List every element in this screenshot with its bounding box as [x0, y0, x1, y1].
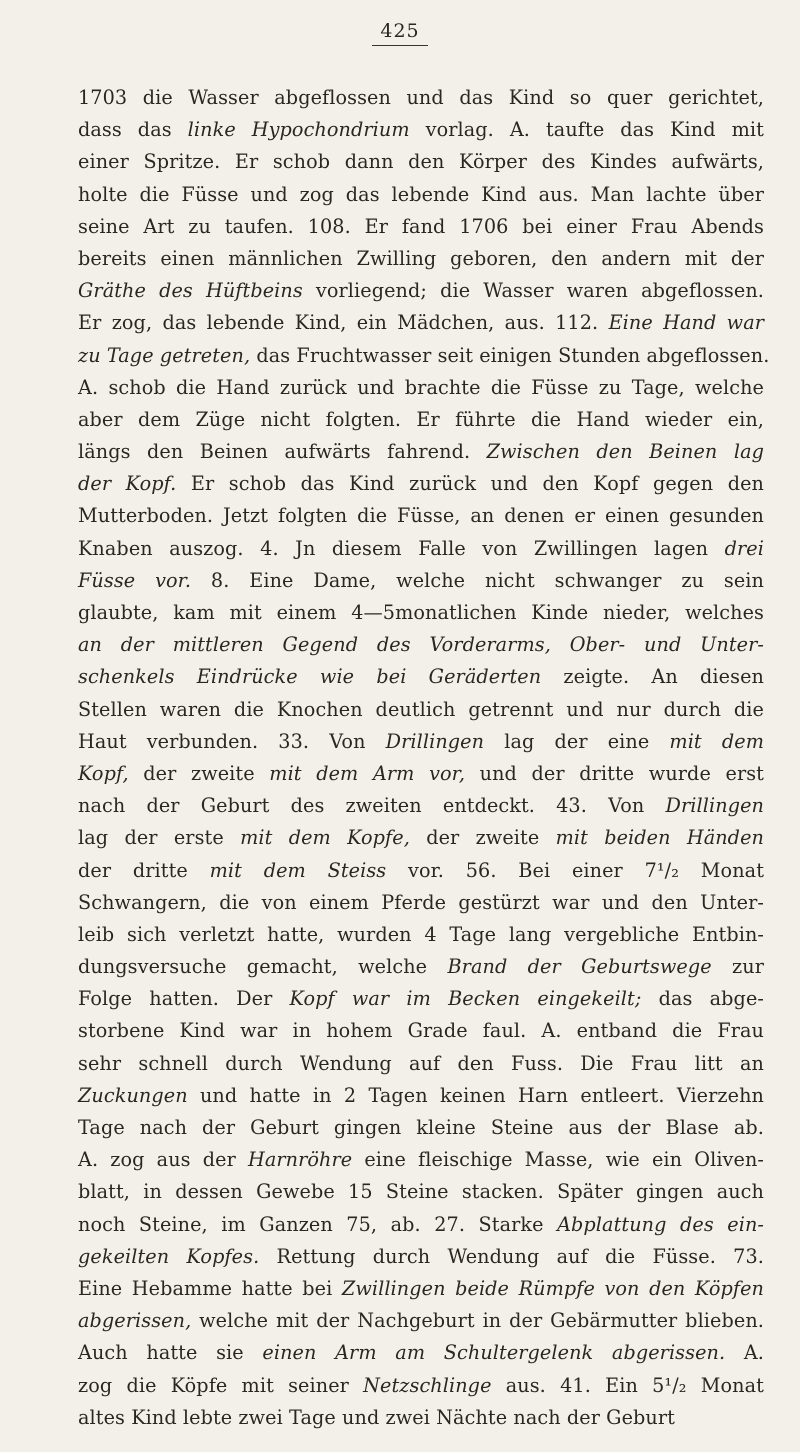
- text-line: [78, 887, 764, 919]
- text-line: [78, 340, 770, 372]
- text-line: [78, 726, 764, 758]
- text-line: [78, 500, 764, 532]
- text-segment: sehr schnell durch Wendung auf den Fuss. Die Frau litt an: [78, 1051, 764, 1075]
- italic-text: einen Arm am Schultergelenk abgerissen.: [262, 1341, 726, 1365]
- italic-text: mit dem Kopfe,: [240, 826, 410, 850]
- italic-text: der Kopf.: [78, 472, 177, 496]
- italic-text: Harnröhre: [247, 1148, 353, 1172]
- text-line: [78, 629, 764, 661]
- text-line: [78, 146, 764, 178]
- text-line: [78, 307, 764, 339]
- text-line: [78, 1370, 764, 1402]
- text-line: [78, 1144, 764, 1176]
- italic-text: Brand der Geburtswege: [447, 955, 712, 979]
- text-line: [78, 790, 764, 822]
- text-line: [78, 468, 764, 500]
- italic-text: mit dem Arm vor,: [269, 761, 466, 785]
- text-line: [78, 951, 764, 983]
- text-line: [78, 1337, 764, 1369]
- text-segment: aus. 41. Ein 5¹/₂ Monat: [491, 1373, 764, 1397]
- italic-text: drei: [724, 536, 764, 560]
- italic-text: Füsse vor.: [78, 568, 192, 592]
- text-segment: Rettung durch Wendung auf die Füsse. 73.: [259, 1244, 764, 1268]
- text-line: [78, 565, 764, 597]
- text-line: [78, 919, 764, 951]
- text-line: [78, 243, 764, 275]
- text-line: [78, 1112, 764, 1144]
- italic-text: Eine Hand war: [608, 311, 765, 335]
- text-segment: storbene Kind war in hohem Grade faul. A. entband die Frau: [78, 1019, 764, 1043]
- text-line: [78, 1080, 764, 1112]
- text-line: [78, 1048, 764, 1080]
- italic-text: linke Hypochondrium: [187, 118, 410, 142]
- text-line: [78, 983, 764, 1015]
- italic-text: mit dem Steiss: [209, 858, 387, 882]
- text-segment: Tage nach der Geburt gingen kleine Steine aus der Blase ab.: [78, 1116, 764, 1139]
- text-segment: und der dritte wurde erst: [465, 761, 764, 785]
- text-segment: vor. 56. Bei einer 7¹/₂ Monat: [386, 858, 764, 882]
- text-segment: seine Art zu taufen. 108. Er fand 1706 bei einer Frau Abends: [78, 214, 764, 238]
- text-line: [78, 211, 764, 243]
- text-segment: Schwangern, die von einem Pferde gestürzt war und den Unter-: [78, 890, 764, 914]
- text-segment: das Fruchtwasser seit einigen Stunden abgeflossen.: [250, 343, 770, 367]
- text-segment: welche mit der Nachgeburt in der Gebärmutter blieben.: [191, 1309, 764, 1333]
- text-segment: zur: [711, 955, 764, 979]
- text-segment: 1703 die Wasser abgeflossen und das Kind so quer gerichtet,: [78, 86, 764, 109]
- italic-text: zu Tage getreten,: [78, 343, 251, 367]
- text-line: [78, 1305, 764, 1337]
- text-segment: A. schob die Hand zurück und brachte die Füsse zu Tage, welche: [78, 375, 764, 399]
- text-segment: der dritte: [78, 858, 210, 882]
- text-line: [78, 1241, 764, 1273]
- text-segment: vorliegend; die Wasser waren abgeflossen.: [302, 279, 764, 303]
- text-segment: der zweite: [409, 826, 556, 850]
- text-segment: dass das: [78, 118, 188, 142]
- text-segment: Folge hatten. Der: [78, 987, 290, 1011]
- text-segment: Er schob das Kind zurück und den Kopf gegen den: [176, 472, 764, 496]
- text-segment: lag der eine: [484, 729, 670, 753]
- text-segment: Eine Hebamme hatte bei: [78, 1276, 342, 1300]
- text-line: [78, 1273, 764, 1305]
- body-text: [78, 82, 770, 1434]
- text-line: [78, 372, 764, 404]
- text-line: [78, 597, 764, 629]
- italic-text: Gräthe des Hüftbeins: [78, 279, 303, 303]
- text-line: [78, 404, 764, 436]
- text-line: [78, 1176, 764, 1208]
- text-segment: glaubte, kam mit einem 4—5monatlichen Kinde nieder, welches: [78, 601, 764, 624]
- text-segment: zeigte. An diesen: [541, 665, 764, 689]
- text-line: [78, 533, 764, 565]
- text-line: [78, 822, 764, 854]
- text-line: [78, 1209, 764, 1241]
- text-line: [78, 275, 764, 307]
- italic-text: an der mittleren Gegend des Vorderarms, Ober- und Unter-: [78, 633, 764, 657]
- text-segment: und hatte in 2 Tagen keinen Harn entleert. Vierzehn: [187, 1083, 764, 1107]
- text-segment: der zweite: [128, 761, 270, 785]
- text-segment: aber dem Züge nicht folgten. Er führte die Hand wieder ein,: [78, 407, 764, 431]
- text-segment: dungsversuche gemacht, welche: [78, 955, 448, 979]
- page-header: [0, 20, 800, 46]
- text-segment: A.: [725, 1341, 764, 1365]
- text-segment: zog die Köpfe mit seiner: [78, 1373, 364, 1397]
- text-line: [78, 1015, 764, 1047]
- text-line: [78, 855, 764, 887]
- italic-text: Kopf,: [78, 761, 129, 785]
- text-line: [78, 114, 764, 146]
- text-line: [78, 1402, 764, 1434]
- italic-text: Drillingen: [385, 729, 485, 753]
- text-line: [78, 82, 764, 114]
- text-segment: Mutterboden. Jetzt folgten die Füsse, an denen er einen gesunden: [78, 504, 764, 528]
- text-segment: Haut verbunden. 33. Von: [78, 729, 386, 753]
- text-segment: eine fleischige Masse, wie ein Oliven-: [352, 1148, 764, 1172]
- italic-text: mit dem: [669, 729, 764, 753]
- text-segment: Auch hatte sie: [78, 1341, 263, 1365]
- text-segment: nach der Geburt des zweiten entdeckt. 43. Von: [78, 794, 666, 818]
- text-segment: blatt, in dessen Gewebe 15 Steine stacken. Später gingen auch: [78, 1180, 764, 1204]
- text-segment: 8. Eine Dame, welche nicht schwanger zu sein: [191, 568, 764, 592]
- italic-text: Zuckungen: [78, 1083, 188, 1107]
- italic-text: Zwillingen beide Rümpfe von den Köpfen: [341, 1276, 764, 1300]
- italic-text: Kopf war im Becken eingekeilt;: [289, 987, 642, 1011]
- text-segment: altes Kind lebte zwei Tage und zwei Nächte nach der Geburt: [78, 1405, 675, 1429]
- italic-text: Drillingen: [665, 794, 764, 818]
- text-segment: leib sich verletzt hatte, wurden 4 Tage lang vergebliche Entbin-: [78, 922, 764, 946]
- text-segment: bereits einen männlichen Zwilling geboren, den andern mit der: [78, 246, 764, 270]
- text-segment: lag der erste: [78, 826, 241, 850]
- text-line: [78, 661, 764, 693]
- text-segment: Er zog, das lebende Kind, ein Mädchen, aus. 112.: [78, 311, 609, 335]
- italic-text: mit beiden Händen: [555, 826, 764, 850]
- text-segment: holte die Füsse und zog das lebende Kind aus. Man lachte über: [78, 182, 764, 206]
- italic-text: schenkels Eindrücke wie bei Geräderten: [78, 665, 542, 689]
- italic-text: Netzschlinge: [363, 1373, 492, 1397]
- text-line: [78, 436, 764, 468]
- text-segment: vorlag. A. taufte das Kind mit: [409, 118, 764, 142]
- page-number: 425: [372, 20, 427, 46]
- text-line: [78, 179, 764, 211]
- italic-text: Abplattung des ein-: [557, 1212, 764, 1236]
- italic-text: Zwischen den Beinen lag: [486, 440, 764, 464]
- text-segment: einer Spritze. Er schob dann den Körper des Kindes aufwärts,: [78, 150, 764, 174]
- text-segment: Knaben auszog. 4. Jn diesem Falle von Zwillingen lagen: [78, 536, 725, 560]
- text-line: [78, 694, 764, 726]
- text-segment: längs den Beinen aufwärts fahrend.: [78, 440, 487, 464]
- text-segment: das abge-: [641, 987, 764, 1011]
- text-segment: noch Steine, im Ganzen 75, ab. 27. Starke: [78, 1212, 558, 1236]
- italic-text: gekeilten Kopfes.: [78, 1244, 260, 1268]
- text-segment: A. zog aus der: [78, 1148, 248, 1172]
- italic-text: abgerissen,: [78, 1309, 192, 1333]
- text-line: [78, 758, 764, 790]
- text-segment: Stellen waren die Knochen deutlich getrennt und nur durch die: [78, 697, 764, 721]
